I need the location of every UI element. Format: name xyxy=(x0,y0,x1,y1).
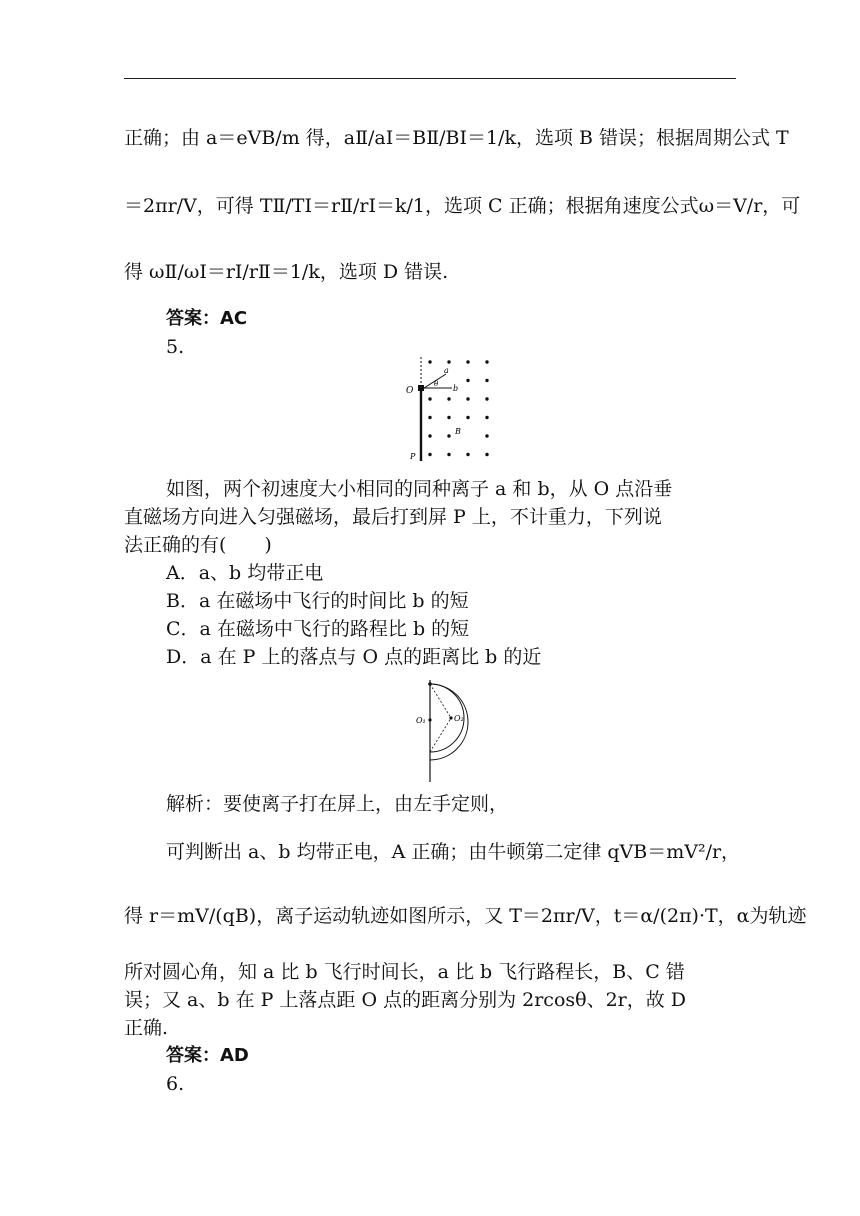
field-dot xyxy=(447,360,450,363)
label-b: b xyxy=(453,384,459,393)
analysis-line-5: 误；又 a、b 在 P 上落点距 O 点的距离分别为 2rcosθ、2r，故 D xyxy=(124,989,687,1011)
label-a: a xyxy=(444,366,449,375)
field-dot xyxy=(466,453,469,456)
trajectory-figure xyxy=(410,676,500,786)
q5-option-d: D．a 在 P 上的落点与 O 点的距离比 b 的近 xyxy=(166,646,542,668)
center-O2 xyxy=(449,716,452,719)
field-dot xyxy=(428,434,431,437)
q5-stem-line-2: 直磁场方向进入匀强磁场，最后打到屏 P 上，不计重力，下列说 xyxy=(124,506,662,528)
answer-5: 答案：AD xyxy=(166,1045,249,1066)
analysis-line-2: 可判断出 a、b 均带正电，A 正确；由牛顿第二定律 qVB＝mV²/r， xyxy=(166,841,741,863)
field-dot xyxy=(466,360,469,363)
field-dot xyxy=(485,453,488,456)
field-dot xyxy=(428,453,431,456)
q5-option-c: C．a 在磁场中飞行的路程比 b 的短 xyxy=(166,618,470,640)
field-dots xyxy=(428,360,488,456)
q5-option-b: B．a 在磁场中飞行的时间比 b 的短 xyxy=(166,590,469,612)
field-dot xyxy=(466,416,469,419)
label-O2: O₂ xyxy=(454,714,464,723)
field-dot xyxy=(428,416,431,419)
text-line-1: 正确；由 a＝eVB/m 得，aⅡ/aⅠ＝BⅡ/BⅠ＝1/k，选项 B 错误；根据周期公式 T xyxy=(124,127,789,149)
text-line-2: ＝2πr/V，可得 TⅡ/TⅠ＝rⅡ/rⅠ＝k/1，选项 C 正确；根据角速度公式ω＝V/r，可 xyxy=(124,195,801,217)
field-dot xyxy=(485,379,488,382)
center-O1 xyxy=(428,718,431,721)
source-O xyxy=(418,385,424,391)
analysis-line-6: 正确. xyxy=(124,1017,169,1039)
question-6-number: 6. xyxy=(166,1073,185,1095)
q5-stem-line-1: 如图，两个初速度大小相同的同种离子 a 和 b，从 O 点沿垂 xyxy=(166,478,673,500)
field-dot xyxy=(428,397,431,400)
field-dot xyxy=(466,379,469,382)
label-O: O xyxy=(406,386,414,396)
analysis-line-3: 得 r＝mV/(qB)，离子运动轨迹如图所示，又 T＝2πr/V，t＝α/(2π)·T，α为轨迹 xyxy=(124,905,807,927)
field-dot xyxy=(485,434,488,437)
field-dot xyxy=(447,397,450,400)
field-dot xyxy=(428,360,431,363)
magnetic-field-figure xyxy=(400,355,500,465)
field-dot xyxy=(485,397,488,400)
entry-point xyxy=(428,682,432,686)
analysis-line-4: 所对圆心角，知 a 比 b 飞行时间长，a 比 b 飞行路程长，B、C 错 xyxy=(124,961,685,983)
label-B: B xyxy=(455,427,461,436)
field-dot xyxy=(485,416,488,419)
field-dot xyxy=(447,416,450,419)
label-O1: O₁ xyxy=(416,716,426,725)
q5-option-a: A．a、b 均带正电 xyxy=(166,562,324,584)
question-5-number: 5. xyxy=(166,336,185,358)
label-P: P xyxy=(410,452,416,461)
analysis-line-1: 解析：要使离子打在屏上，由左手定则， xyxy=(166,793,509,815)
q5-stem-line-3: 法正确的有( ) xyxy=(124,534,272,556)
header-rule xyxy=(124,78,736,79)
field-dot xyxy=(485,360,488,363)
label-theta: θ xyxy=(434,380,439,388)
field-dot xyxy=(466,397,469,400)
text-line-3: 得 ωⅡ/ωⅠ＝rⅠ/rⅡ＝1/k，选项 D 错误. xyxy=(124,261,449,283)
field-dot xyxy=(447,434,450,437)
field-dot xyxy=(447,453,450,456)
answer-4: 答案：AC xyxy=(166,308,248,329)
